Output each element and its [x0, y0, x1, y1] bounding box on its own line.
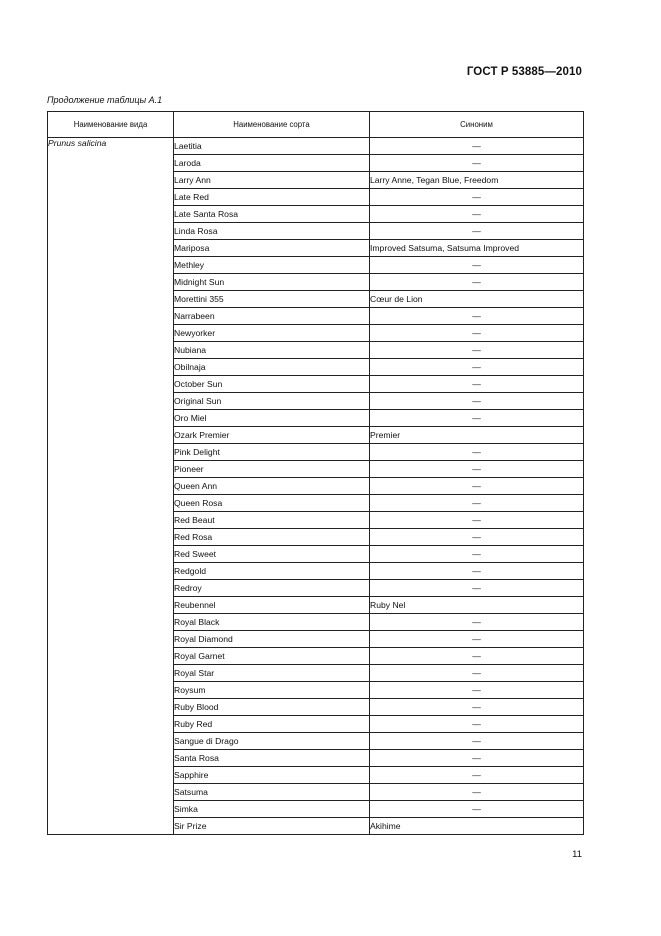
synonym-cell: —	[370, 393, 584, 410]
variety-cell: Narrabeen	[174, 308, 370, 325]
synonym-cell: —	[370, 750, 584, 767]
synonym-cell: Improved Satsuma, Satsuma Improved	[370, 240, 584, 257]
variety-cell: Royal Star	[174, 665, 370, 682]
synonym-cell: —	[370, 461, 584, 478]
synonym-cell: —	[370, 138, 584, 155]
synonym-cell: —	[370, 563, 584, 580]
variety-cell: Laetitia	[174, 138, 370, 155]
variety-cell: Simka	[174, 801, 370, 818]
variety-cell: Satsuma	[174, 784, 370, 801]
synonym-cell: —	[370, 223, 584, 240]
synonym-cell: —	[370, 648, 584, 665]
synonym-cell: —	[370, 665, 584, 682]
variety-cell: Ruby Red	[174, 716, 370, 733]
synonym-cell: —	[370, 155, 584, 172]
variety-cell: Laroda	[174, 155, 370, 172]
variety-cell: Linda Rosa	[174, 223, 370, 240]
synonym-cell: —	[370, 444, 584, 461]
table-header-row	[48, 112, 584, 138]
synonym-cell: —	[370, 410, 584, 427]
synonym-cell: Larry Anne, Tegan Blue, Freedom	[370, 172, 584, 189]
synonym-cell: —	[370, 325, 584, 342]
variety-cell: Nubiana	[174, 342, 370, 359]
variety-cell: Royal Garnet	[174, 648, 370, 665]
synonym-cell: —	[370, 359, 584, 376]
variety-cell: Pioneer	[174, 461, 370, 478]
variety-cell: Ozark Premier	[174, 427, 370, 444]
column-header-variety: Наименование сорта	[174, 112, 370, 138]
variety-cell: Larry Ann	[174, 172, 370, 189]
variety-cell: Newyorker	[174, 325, 370, 342]
synonym-cell: —	[370, 580, 584, 597]
variety-cell: Pink Delight	[174, 444, 370, 461]
variety-cell: Redroy	[174, 580, 370, 597]
variety-cell: Morettini 355	[174, 291, 370, 308]
variety-cell: Santa Rosa	[174, 750, 370, 767]
synonym-cell: —	[370, 682, 584, 699]
variety-cell: Roysum	[174, 682, 370, 699]
varieties-table	[47, 111, 584, 835]
synonym-cell: Ruby Nel	[370, 597, 584, 614]
variety-cell: October Sun	[174, 376, 370, 393]
variety-cell: Queen Ann	[174, 478, 370, 495]
table-body	[48, 138, 584, 835]
variety-cell: Red Rosa	[174, 529, 370, 546]
variety-cell: Royal Diamond	[174, 631, 370, 648]
synonym-cell: —	[370, 546, 584, 563]
variety-cell: Original Sun	[174, 393, 370, 410]
synonym-cell: —	[370, 767, 584, 784]
variety-cell: Methley	[174, 257, 370, 274]
variety-cell: Midnight Sun	[174, 274, 370, 291]
variety-cell: Oro Miel	[174, 410, 370, 427]
variety-cell: Reubennel	[174, 597, 370, 614]
synonym-cell: —	[370, 189, 584, 206]
variety-cell: Sir Prize	[174, 818, 370, 835]
page-number: 11	[572, 849, 582, 860]
document-standard-id: ГОСТ Р 53885—2010	[466, 66, 582, 78]
synonym-cell: —	[370, 478, 584, 495]
variety-cell: Mariposa	[174, 240, 370, 257]
synonym-cell: —	[370, 257, 584, 274]
synonym-cell: —	[370, 801, 584, 818]
synonym-cell: —	[370, 274, 584, 291]
synonym-cell: —	[370, 699, 584, 716]
synonym-cell: —	[370, 342, 584, 359]
variety-cell: Sapphire	[174, 767, 370, 784]
synonym-cell: —	[370, 631, 584, 648]
variety-cell: Queen Rosa	[174, 495, 370, 512]
column-header-species: Наименование вида	[48, 112, 174, 138]
synonym-cell: —	[370, 206, 584, 223]
synonym-cell: —	[370, 529, 584, 546]
synonym-cell: —	[370, 512, 584, 529]
variety-cell: Redgold	[174, 563, 370, 580]
variety-cell: Late Santa Rosa	[174, 206, 370, 223]
synonym-cell: Cœur de Lion	[370, 291, 584, 308]
variety-cell: Ruby Blood	[174, 699, 370, 716]
synonym-cell: Akihime	[370, 818, 584, 835]
synonym-cell: —	[370, 376, 584, 393]
variety-cell: Red Sweet	[174, 546, 370, 563]
variety-cell: Late Red	[174, 189, 370, 206]
synonym-cell: —	[370, 495, 584, 512]
column-header-synonym: Синоним	[370, 112, 584, 138]
variety-cell: Sangue di Drago	[174, 733, 370, 750]
synonym-cell: Premier	[370, 427, 584, 444]
table-caption: Продолжение таблицы А.1	[47, 95, 163, 105]
variety-cell: Royal Black	[174, 614, 370, 631]
synonym-cell: —	[370, 308, 584, 325]
species-cell: Prunus salicina	[48, 138, 174, 835]
variety-cell: Red Beaut	[174, 512, 370, 529]
synonym-cell: —	[370, 784, 584, 801]
table-row	[48, 138, 584, 155]
synonym-cell: —	[370, 733, 584, 750]
synonym-cell: —	[370, 716, 584, 733]
variety-cell: Obilnaja	[174, 359, 370, 376]
synonym-cell: —	[370, 614, 584, 631]
